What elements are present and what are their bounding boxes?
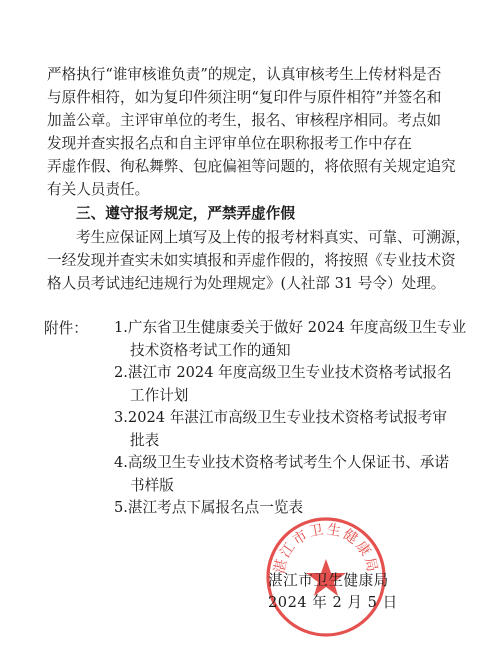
attachment-item: 2.湛江市 2024 年度高级卫生专业技术资格考试报名 bbox=[114, 364, 452, 381]
attachment-item: 3.2024 年湛江市高级卫生专业技术资格考试报考审 bbox=[114, 409, 447, 426]
attachment-item-cont: 批表 bbox=[130, 432, 160, 449]
attachment-item-cont: 工作计划 bbox=[130, 387, 189, 404]
body-line: 有关人员责任。 bbox=[47, 181, 150, 198]
attachment-item: 5.湛江考点下属报名点一览表 bbox=[114, 499, 304, 516]
body-line: 严格执行“谁审核谁负责”的规定，认真审核考生上传材料是否 bbox=[47, 66, 442, 83]
body-line: 弄虚作假、徇私舞弊、包庇偏袒等问题的，将依照有关规定追究 bbox=[47, 158, 456, 175]
body-line: 考生应保证网上填写及上传的报考材料真实、可靠、可溯源， bbox=[76, 229, 471, 246]
attachments-label: 附件： bbox=[44, 320, 88, 337]
issuing-organization: 湛江市卫生健康局 bbox=[268, 572, 389, 589]
section-heading: 三、遵守报考规定，严禁弄虚作假 bbox=[76, 205, 295, 222]
body-line: 一经发现并查实未如实填报和弄虚作假的，将按照《专业技术资 bbox=[47, 252, 456, 269]
body-line: 加盖公章。主评审单位的考生，报名、审核程序相同。考点如 bbox=[47, 112, 442, 129]
issue-date: 2024 年 2 月 5 日 bbox=[268, 594, 398, 611]
attachment-item-cont: 书样版 bbox=[130, 477, 174, 494]
body-line: 发现并查实报名点和自主评审单位在职称报考工作中存在 bbox=[47, 135, 412, 152]
svg-text:湛江市卫生健康局: 湛江市卫生健康局 bbox=[271, 521, 381, 576]
attachment-item: 1.广东省卫生健康委关于做好 2024 年度高级卫生专业 bbox=[114, 319, 467, 336]
body-line: 格人员考试违纪违规行为处理规定》(人社部 31 号令）处理。 bbox=[47, 275, 446, 292]
attachment-item: 4.高级卫生专业技术资格考试考生个人保证书、承诺 bbox=[114, 454, 449, 471]
attachment-item-cont: 技术资格考试工作的通知 bbox=[130, 342, 291, 359]
body-line: 与原件相符，如为复印件须注明“复印件与原件相符”并签名和 bbox=[47, 89, 442, 106]
